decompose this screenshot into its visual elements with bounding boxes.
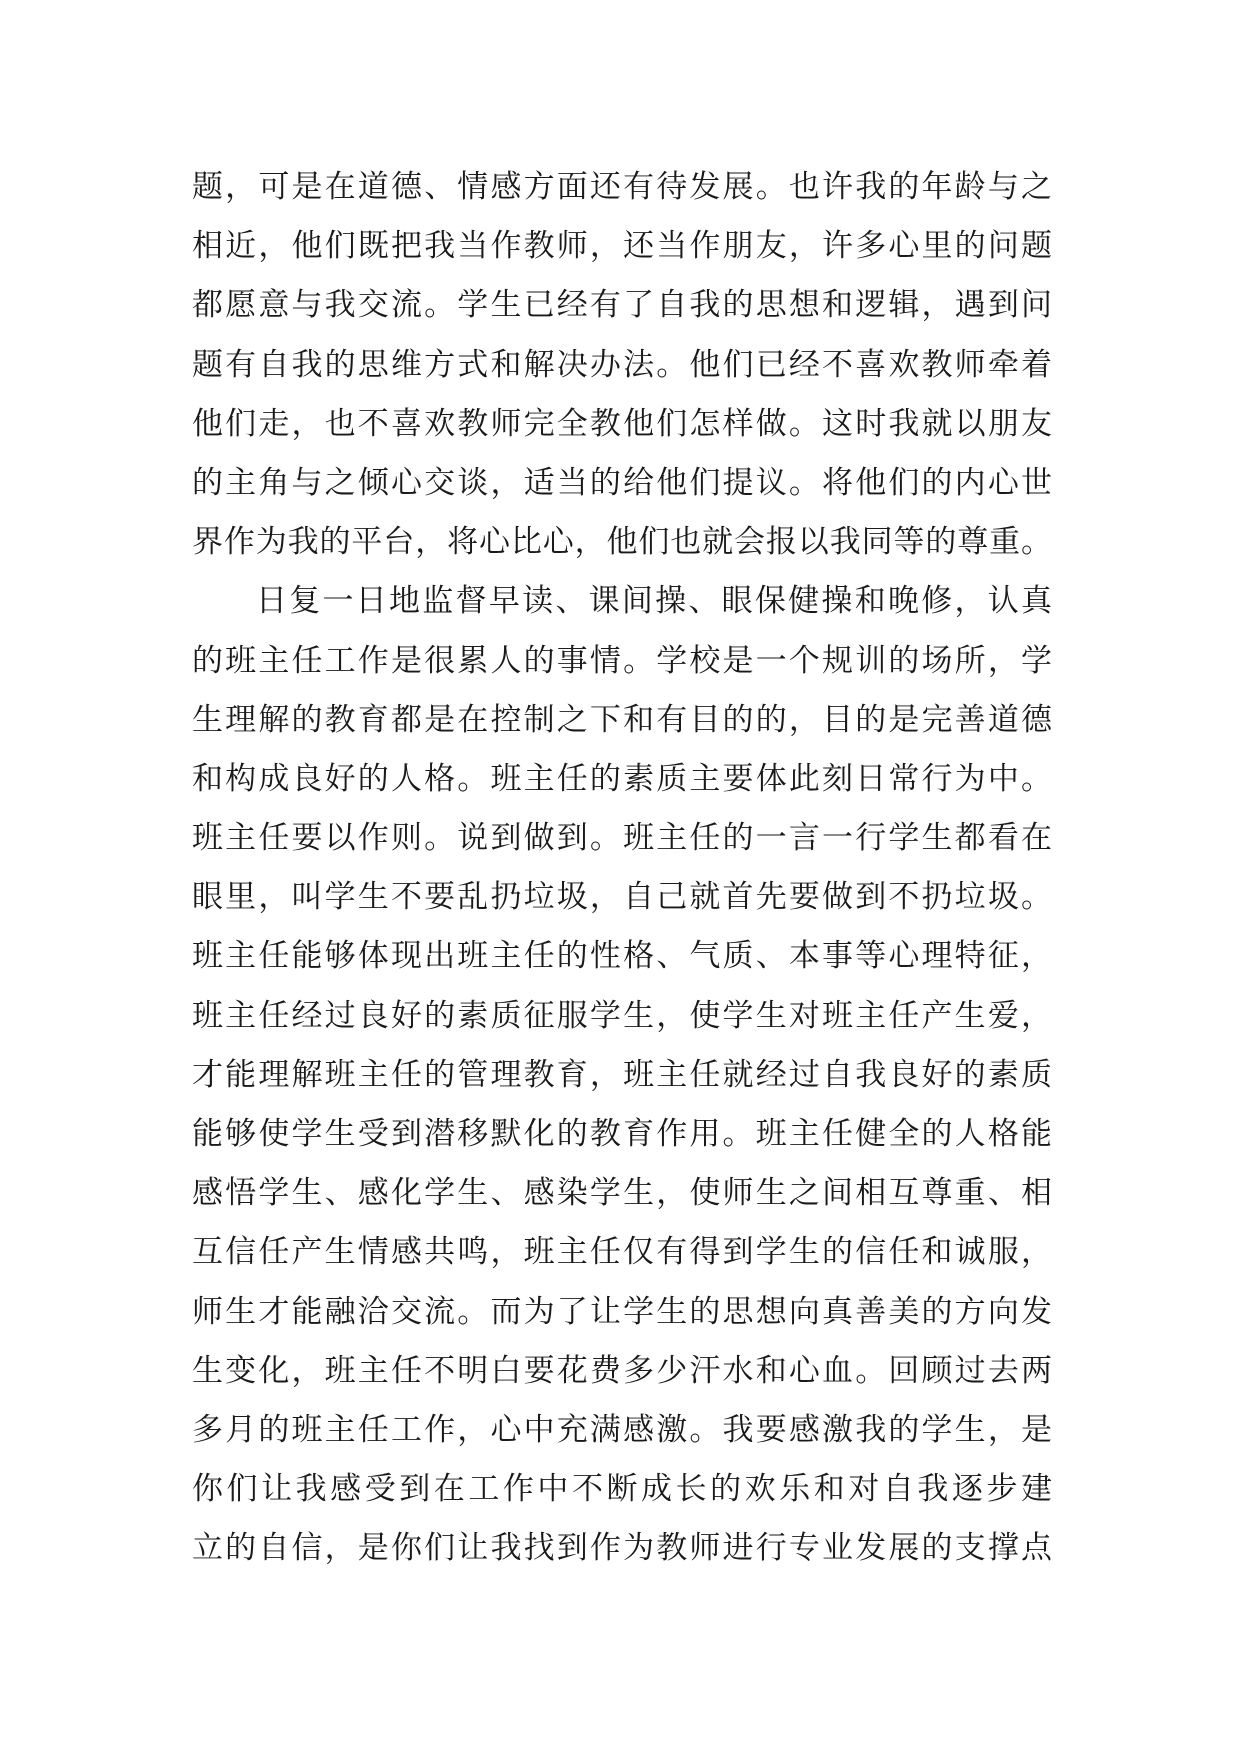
text-line: 眼里，叫学生不要乱扔垃圾，自己就首先要做到不扔垃圾。 — [192, 879, 1052, 916]
text-line: 相近，他们既把我当作教师，还当作朋友，许多心里的问题 — [192, 228, 1052, 265]
text-line: 题，可是在道德、情感方面还有待发展。也许我的年龄与之 — [192, 169, 1052, 205]
text-line: 感悟学生、感化学生、感染学生，使师生之间相互尊重、相 — [192, 1175, 1052, 1212]
text-line: 立的自信，是你们让我找到作为教师进行专业发展的支撑点 — [192, 1530, 1052, 1567]
text-line: 的主角与之倾心交谈，适当的给他们提议。将他们的内心世 — [192, 464, 1052, 501]
text-line: 都愿意与我交流。学生已经有了自我的思想和逻辑，遇到问 — [192, 287, 1052, 324]
text-line: 能够使学生受到潜移默化的教育作用。班主任健全的人格能 — [192, 1116, 1052, 1152]
text-line: 题有自我的思维方式和解决办法。他们已经不喜欢教师牵着 — [192, 346, 1052, 383]
text-line: 生变化，班主任不明白要花费多少汗水和心血。回顾过去两 — [192, 1352, 1052, 1389]
text-line: 的班主任工作是很累人的事情。学校是一个规训的场所，学 — [192, 642, 1052, 679]
text-line: 班主任经过良好的素质征服学生，使学生对班主任产生爱， — [192, 997, 1052, 1034]
text-line: 班主任要以作则。说到做到。班主任的一言一行学生都看在 — [192, 820, 1052, 857]
text-line: 互信任产生情感共鸣，班主任仅有得到学生的信任和诚服， — [192, 1234, 1052, 1271]
text-line: 和构成良好的人格。班主任的素质主要体此刻日常行为中。 — [192, 760, 1052, 797]
text-line: 界作为我的平台，将心比心，他们也就会报以我同等的尊重。 — [192, 524, 1052, 561]
text-line: 生理解的教育都是在控制之下和有目的的，目的是完善道德 — [192, 701, 1052, 738]
text-line: 才能理解班主任的管理教育，班主任就经过自我良好的素质 — [192, 1056, 1052, 1093]
text-line: 班主任能够体现出班主任的性格、气质、本事等心理特征， — [192, 938, 1052, 975]
body-text — [192, 158, 1052, 1579]
text-line: 多月的班主任工作，心中充满感激。我要感激我的学生，是 — [192, 1411, 1052, 1448]
text-line: 他们走，也不喜欢教师完全教他们怎样做。这时我就以朋友 — [192, 405, 1052, 442]
text-line: 你们让我感受到在工作中不断成长的欢乐和对自我逐步建 — [192, 1471, 1052, 1508]
text-line: 师生才能融洽交流。而为了让学生的思想向真善美的方向发 — [192, 1293, 1052, 1330]
paragraph-first-line: 日复一日地监督早读、课间操、眼保健操和晚修，认真 — [256, 583, 1052, 620]
